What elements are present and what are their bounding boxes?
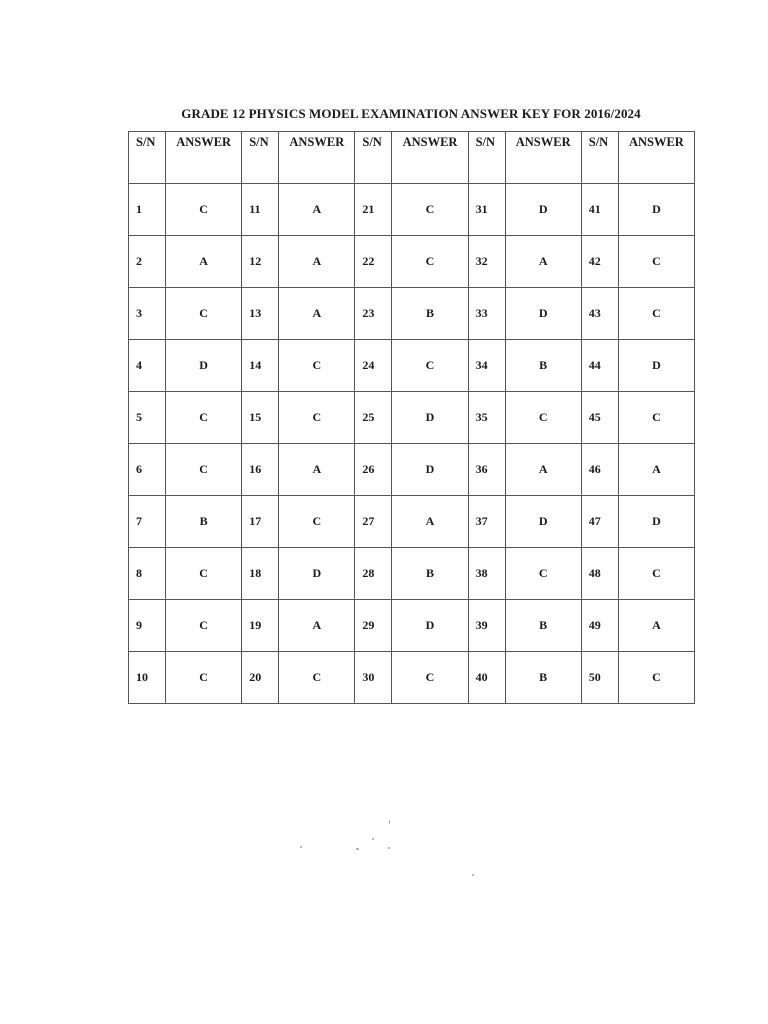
question-number-cell: 33 [468, 288, 505, 340]
answer-cell: D [618, 340, 694, 392]
column-header-answer: ANSWER [392, 132, 468, 184]
table-row [129, 496, 695, 548]
question-number-cell: 39 [468, 600, 505, 652]
question-number-cell: 19 [242, 600, 279, 652]
page-title: GRADE 12 PHYSICS MODEL EXAMINATION ANSWER KEY FOR 2016/2024 [181, 106, 641, 121]
question-number-cell: 45 [581, 392, 618, 444]
question-number-cell: 5 [129, 392, 166, 444]
question-number-cell: 29 [355, 600, 392, 652]
answer-cell: C [392, 652, 468, 704]
answer-cell: A [618, 600, 694, 652]
answer-key-table [128, 131, 695, 704]
question-number-cell: 11 [242, 184, 279, 236]
answer-cell: A [618, 444, 694, 496]
answer-cell: C [618, 288, 694, 340]
table-row [129, 444, 695, 496]
question-number-cell: 46 [581, 444, 618, 496]
answer-cell: C [392, 340, 468, 392]
answer-cell: C [618, 652, 694, 704]
table-row [129, 392, 695, 444]
table-row [129, 236, 695, 288]
question-number-cell: 36 [468, 444, 505, 496]
scan-speck [388, 847, 390, 849]
answer-cell: C [618, 392, 694, 444]
column-header-answer: ANSWER [279, 132, 355, 184]
answer-cell: A [279, 288, 355, 340]
answer-cell: A [279, 444, 355, 496]
question-number-cell: 31 [468, 184, 505, 236]
question-number-cell: 14 [242, 340, 279, 392]
answer-cell: A [505, 236, 581, 288]
answer-cell: B [505, 600, 581, 652]
answer-cell: C [166, 652, 242, 704]
scan-speck [472, 874, 474, 876]
answer-cell: D [392, 392, 468, 444]
answer-cell: C [505, 392, 581, 444]
answer-cell: C [166, 600, 242, 652]
table-row [129, 288, 695, 340]
table-row [129, 340, 695, 392]
question-number-cell: 47 [581, 496, 618, 548]
question-number-cell: 32 [468, 236, 505, 288]
answer-cell: C [618, 236, 694, 288]
scan-speck [356, 848, 359, 850]
answer-cell: D [279, 548, 355, 600]
question-number-cell: 30 [355, 652, 392, 704]
question-number-cell: 13 [242, 288, 279, 340]
question-number-cell: 7 [129, 496, 166, 548]
question-number-cell: 43 [581, 288, 618, 340]
column-header-sn: S/N [242, 132, 279, 184]
question-number-cell: 44 [581, 340, 618, 392]
question-number-cell: 38 [468, 548, 505, 600]
question-number-cell: 3 [129, 288, 166, 340]
question-number-cell: 28 [355, 548, 392, 600]
answer-cell: B [505, 652, 581, 704]
answer-cell: D [505, 184, 581, 236]
scan-speck [300, 846, 302, 848]
answer-cell: B [166, 496, 242, 548]
question-number-cell: 18 [242, 548, 279, 600]
answer-cell: C [166, 548, 242, 600]
answer-cell: C [392, 184, 468, 236]
column-header-sn: S/N [468, 132, 505, 184]
question-number-cell: 25 [355, 392, 392, 444]
answer-cell: A [392, 496, 468, 548]
question-number-cell: 37 [468, 496, 505, 548]
question-number-cell: 34 [468, 340, 505, 392]
column-header-answer: ANSWER [505, 132, 581, 184]
answer-cell: D [505, 496, 581, 548]
question-number-cell: 15 [242, 392, 279, 444]
question-number-cell: 48 [581, 548, 618, 600]
answer-cell: A [166, 236, 242, 288]
table-row [129, 600, 695, 652]
question-number-cell: 27 [355, 496, 392, 548]
answer-cell: D [618, 184, 694, 236]
question-number-cell: 50 [581, 652, 618, 704]
question-number-cell: 40 [468, 652, 505, 704]
answer-cell: C [618, 548, 694, 600]
answer-cell: C [392, 236, 468, 288]
question-number-cell: 8 [129, 548, 166, 600]
question-number-cell: 49 [581, 600, 618, 652]
column-header-answer: ANSWER [166, 132, 242, 184]
scan-speck [372, 838, 374, 840]
table-row [129, 652, 695, 704]
column-header-answer: ANSWER [618, 132, 694, 184]
question-number-cell: 23 [355, 288, 392, 340]
answer-cell: D [166, 340, 242, 392]
answer-cell: A [279, 236, 355, 288]
question-number-cell: 17 [242, 496, 279, 548]
question-number-cell: 6 [129, 444, 166, 496]
answer-cell: D [392, 444, 468, 496]
question-number-cell: 41 [581, 184, 618, 236]
question-number-cell: 35 [468, 392, 505, 444]
answer-cell: C [279, 340, 355, 392]
table-body [129, 184, 695, 704]
answer-cell: A [279, 184, 355, 236]
column-header-sn: S/N [355, 132, 392, 184]
column-header-sn: S/N [581, 132, 618, 184]
question-number-cell: 21 [355, 184, 392, 236]
question-number-cell: 10 [129, 652, 166, 704]
answer-cell: C [166, 444, 242, 496]
answer-cell: C [166, 288, 242, 340]
table-row [129, 184, 695, 236]
question-number-cell: 4 [129, 340, 166, 392]
scan-speck [389, 820, 390, 824]
answer-cell: C [166, 184, 242, 236]
question-number-cell: 2 [129, 236, 166, 288]
question-number-cell: 22 [355, 236, 392, 288]
answer-cell: D [618, 496, 694, 548]
question-number-cell: 26 [355, 444, 392, 496]
answer-cell: A [505, 444, 581, 496]
column-header-sn: S/N [129, 132, 166, 184]
question-number-cell: 9 [129, 600, 166, 652]
answer-cell: B [392, 288, 468, 340]
table-row [129, 548, 695, 600]
answer-cell: B [392, 548, 468, 600]
answer-cell: C [279, 652, 355, 704]
answer-cell: D [505, 288, 581, 340]
question-number-cell: 24 [355, 340, 392, 392]
question-number-cell: 16 [242, 444, 279, 496]
answer-cell: A [279, 600, 355, 652]
answer-cell: C [279, 496, 355, 548]
answer-cell: C [166, 392, 242, 444]
question-number-cell: 20 [242, 652, 279, 704]
answer-cell: B [505, 340, 581, 392]
answer-cell: C [279, 392, 355, 444]
question-number-cell: 1 [129, 184, 166, 236]
answer-cell: C [505, 548, 581, 600]
table-header-row [129, 132, 695, 184]
question-number-cell: 12 [242, 236, 279, 288]
question-number-cell: 42 [581, 236, 618, 288]
answer-cell: D [392, 600, 468, 652]
